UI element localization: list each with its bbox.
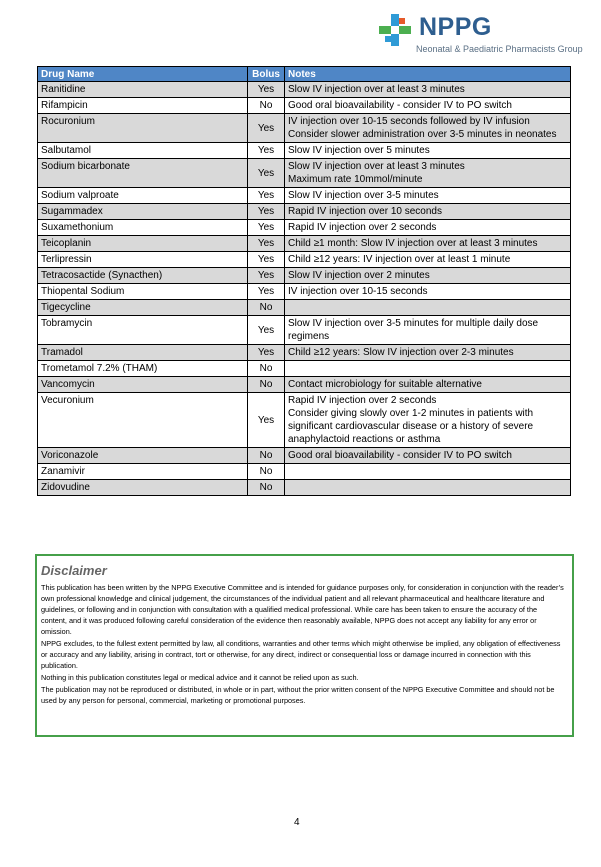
table-header-row bbox=[38, 67, 571, 82]
drug-name-cell: Tetracosactide (Synacthen) bbox=[38, 268, 248, 284]
drug-name-cell: Vecuronium bbox=[38, 393, 248, 448]
bolus-cell: Yes bbox=[248, 220, 285, 236]
note-line: Good oral bioavailability - consider IV to PO switch bbox=[288, 100, 512, 111]
bolus-cell: No bbox=[248, 464, 285, 480]
note-line: Rapid IV injection over 2 seconds bbox=[288, 395, 437, 406]
logo-subtitle: Neonatal & Paediatric Pharmacists Group bbox=[416, 44, 583, 54]
table-row bbox=[38, 268, 571, 284]
note-line: Slow IV injection over 5 minutes bbox=[288, 145, 430, 156]
drug-name-cell: Terlipressin bbox=[38, 252, 248, 268]
bolus-cell: Yes bbox=[248, 159, 285, 188]
bolus-cell: Yes bbox=[248, 393, 285, 448]
table-row bbox=[38, 143, 571, 159]
drug-name-cell: Vancomycin bbox=[38, 377, 248, 393]
table-row bbox=[38, 82, 571, 98]
disclaimer-box bbox=[35, 554, 574, 737]
note-line: Slow IV injection over at least 3 minutes bbox=[288, 161, 465, 172]
bolus-cell: No bbox=[248, 300, 285, 316]
note-line: Maximum rate 10mmol/minute bbox=[288, 174, 423, 185]
page-number: 4 bbox=[294, 817, 300, 828]
note-line: Rapid IV injection over 2 seconds bbox=[288, 222, 437, 233]
notes-cell bbox=[285, 220, 571, 236]
bolus-cell: Yes bbox=[248, 188, 285, 204]
drug-name-cell: Sodium valproate bbox=[38, 188, 248, 204]
notes-cell bbox=[285, 82, 571, 98]
table-row bbox=[38, 188, 571, 204]
disclaimer-paragraph: NPPG excludes, to the fullest extent permitted by law, all conditions, warranties and other terms which might otherwise be implied, any obligation of effectiveness or accuracy and any liability, arising in contract, tort or otherwise, for any direct, indirect or consequential loss or damage incurred in connection with this publication. bbox=[41, 639, 561, 670]
bolus-cell: Yes bbox=[248, 236, 285, 252]
notes-cell bbox=[285, 448, 571, 464]
drug-name-cell: Rifampicin bbox=[38, 98, 248, 114]
note-line: Child ≥12 years: IV injection over at least 1 minute bbox=[288, 254, 511, 265]
bolus-cell: Yes bbox=[248, 82, 285, 98]
note-line: Good oral bioavailability - consider IV to PO switch bbox=[288, 450, 512, 461]
bolus-cell: No bbox=[248, 448, 285, 464]
bolus-cell: No bbox=[248, 480, 285, 496]
table-body bbox=[38, 82, 571, 496]
bolus-cell: Yes bbox=[248, 345, 285, 361]
notes-cell bbox=[285, 284, 571, 300]
table-row bbox=[38, 159, 571, 188]
note-line: Slow IV injection over 2 minutes bbox=[288, 270, 430, 281]
notes-cell bbox=[285, 252, 571, 268]
table-row bbox=[38, 98, 571, 114]
drug-name-cell: Rocuronium bbox=[38, 114, 248, 143]
notes-cell bbox=[285, 188, 571, 204]
drug-name-cell: Salbutamol bbox=[38, 143, 248, 159]
bolus-cell: Yes bbox=[248, 268, 285, 284]
disclaimer-paragraph: The publication may not be reproduced or distributed, in whole or in part, without the prior written consent of the NPPG Executive Committee and should not be used by any person for personal, commercial, marketing or promotional purposes. bbox=[41, 685, 555, 705]
table-row bbox=[38, 393, 571, 448]
bolus-cell: Yes bbox=[248, 114, 285, 143]
drug-name-cell: Sodium bicarbonate bbox=[38, 159, 248, 188]
drug-name-cell: Tigecycline bbox=[38, 300, 248, 316]
disclaimer-paragraph: This publication has been written by the NPPG Executive Committee and is intended for guidance purposes only, for consideration in conjunction with the reader’s own professional knowledge and clinical judgement, the circumstances of the individual patient and all relevant pharmaceutical and healthcare literature and guidelines, or following and in conjunction with consultation with a qualified medical professional. While care has been taken to ensure the accuracy of the content, and it was produced following careful consideration of the evidence then reasonably available, NPPG does not accept any liability for any error or omission. bbox=[41, 583, 564, 636]
note-line: Slow IV injection over 3-5 minutes bbox=[288, 190, 439, 201]
col-bolus: Bolus bbox=[248, 67, 285, 82]
note-line: IV injection over 10-15 seconds bbox=[288, 286, 428, 297]
disclaimer-paragraph: Nothing in this publication constitutes legal or medical advice and it cannot be relied upon as such. bbox=[41, 673, 359, 682]
bolus-cell: Yes bbox=[248, 143, 285, 159]
table-row bbox=[38, 345, 571, 361]
drug-name-cell: Ranitidine bbox=[38, 82, 248, 98]
note-line: Consider slower administration over 3-5 minutes in neonates bbox=[288, 129, 557, 140]
logo-name: NPPG bbox=[419, 13, 492, 41]
table-row bbox=[38, 220, 571, 236]
bolus-cell: Yes bbox=[248, 252, 285, 268]
drug-table bbox=[37, 66, 571, 496]
bolus-cell: No bbox=[248, 98, 285, 114]
note-line: Slow IV injection over at least 3 minutes bbox=[288, 84, 465, 95]
notes-cell bbox=[285, 345, 571, 361]
notes-cell bbox=[285, 236, 571, 252]
table-row bbox=[38, 377, 571, 393]
table-row bbox=[38, 204, 571, 220]
drug-name-cell: Thiopental Sodium bbox=[38, 284, 248, 300]
drug-name-cell: Zidovudine bbox=[38, 480, 248, 496]
notes-cell bbox=[285, 114, 571, 143]
notes-cell bbox=[285, 143, 571, 159]
notes-cell bbox=[285, 361, 571, 377]
drug-name-cell: Zanamivir bbox=[38, 464, 248, 480]
note-line: Slow IV injection over 3-5 minutes for multiple daily dose regimens bbox=[288, 318, 539, 342]
col-drug-name: Drug Name bbox=[38, 67, 248, 82]
note-line: Contact microbiology for suitable alternative bbox=[288, 379, 482, 390]
col-notes: Notes bbox=[285, 67, 571, 82]
table-row bbox=[38, 236, 571, 252]
table-row bbox=[38, 252, 571, 268]
notes-cell bbox=[285, 316, 571, 345]
nppg-cross-icon bbox=[377, 12, 413, 48]
notes-cell bbox=[285, 480, 571, 496]
table-row bbox=[38, 114, 571, 143]
note-line: Consider giving slowly over 1-2 minutes in patients with significant cardiovascular disease or a history of severe anaphylactoid reactions or asthma bbox=[288, 408, 534, 445]
drug-name-cell: Sugammadex bbox=[38, 204, 248, 220]
table-row bbox=[38, 284, 571, 300]
bolus-cell: No bbox=[248, 377, 285, 393]
note-line: Rapid IV injection over 10 seconds bbox=[288, 206, 442, 217]
bolus-cell: Yes bbox=[248, 204, 285, 220]
notes-cell bbox=[285, 377, 571, 393]
drug-name-cell: Suxamethonium bbox=[38, 220, 248, 236]
drug-name-cell: Voriconazole bbox=[38, 448, 248, 464]
drug-name-cell: Trometamol 7.2% (THAM) bbox=[38, 361, 248, 377]
table-row bbox=[38, 300, 571, 316]
nppg-logo bbox=[377, 10, 583, 60]
note-line: Child ≥1 month: Slow IV injection over at least 3 minutes bbox=[288, 238, 538, 249]
bolus-cell: No bbox=[248, 361, 285, 377]
notes-cell bbox=[285, 393, 571, 448]
bolus-cell: Yes bbox=[248, 316, 285, 345]
drug-name-cell: Tobramycin bbox=[38, 316, 248, 345]
table-row bbox=[38, 464, 571, 480]
notes-cell bbox=[285, 268, 571, 284]
table-row bbox=[38, 480, 571, 496]
table-row bbox=[38, 448, 571, 464]
drug-name-cell: Teicoplanin bbox=[38, 236, 248, 252]
notes-cell bbox=[285, 159, 571, 188]
notes-cell bbox=[285, 464, 571, 480]
bolus-cell: Yes bbox=[248, 284, 285, 300]
table-row bbox=[38, 316, 571, 345]
notes-cell bbox=[285, 204, 571, 220]
notes-cell bbox=[285, 300, 571, 316]
note-line: IV injection over 10-15 seconds followed by IV infusion bbox=[288, 116, 530, 127]
table-row bbox=[38, 361, 571, 377]
drug-name-cell: Tramadol bbox=[38, 345, 248, 361]
note-line: Child ≥12 years: Slow IV injection over 2-3 minutes bbox=[288, 347, 514, 358]
notes-cell bbox=[285, 98, 571, 114]
disclaimer-title: Disclaimer bbox=[41, 563, 107, 578]
